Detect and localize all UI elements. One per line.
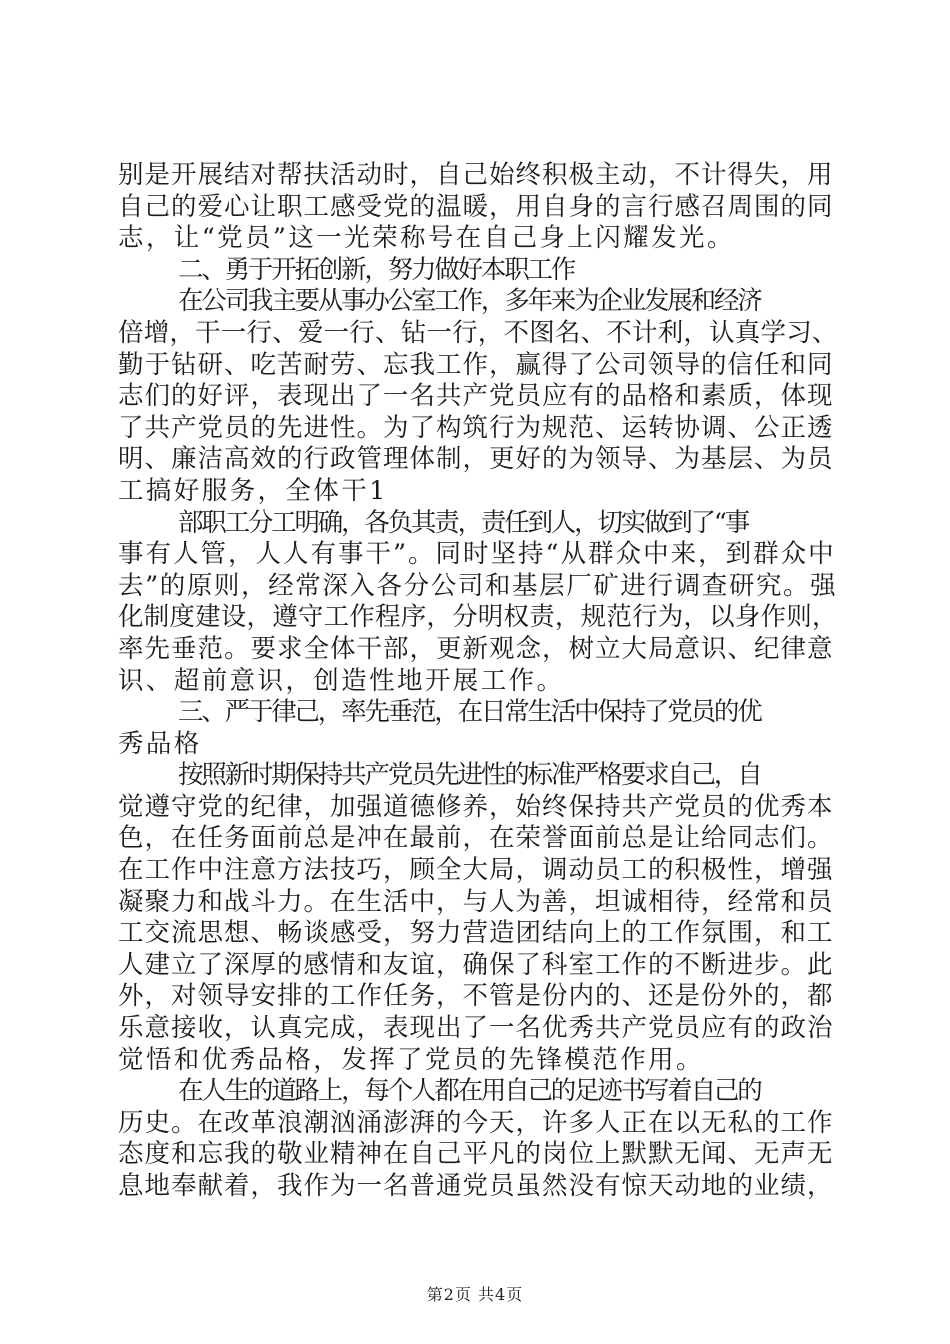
text-line: 化制度建设，遵守工作程序，分明权责，规范行为，以身作则， [118, 602, 838, 633]
text-line: 在人生的道路上，每个人都在用自己的足迹书写着自己的 [178, 1076, 761, 1107]
text-line: 按照新时期保持共产党员先进性的标准严格要求自己，自 [178, 760, 761, 791]
text-line: 明、廉洁高效的行政管理体制，更好的为领导、为基层、为员 [118, 444, 834, 475]
text-line: 凝聚力和战斗力。在生活中，与人为善，坦诚相待，经常和员 [118, 886, 834, 917]
text-line: 色，在任务面前总是冲在最前，在荣誉面前总是让给同志们。 [118, 823, 834, 854]
text-line: 率先垂范。要求全体干部，更新观念，树立大局意识、纪律意 [118, 633, 834, 664]
page-footer: 第2页 共4页 [426, 1285, 524, 1304]
text-line: 志，让“党员”这一光荣称号在自己身上闪耀发光。 [118, 223, 735, 254]
text-line: 了共产党员的先进性。为了构筑行为规范、运转协调、公正透 [118, 412, 834, 443]
text-line: 二、勇于开拓创新，努力做好本职工作 [178, 254, 575, 285]
text-line: 别是开展结对帮扶活动时，自己始终积极主动，不计得失，用 [118, 160, 834, 190]
text-line: 人建立了深厚的感情和友谊，确保了科室工作的不断进步。此 [118, 949, 834, 980]
text-line: 自己的爱心让职工感受党的温暖，用自身的言行感召周围的同 [118, 191, 834, 222]
text-line: 部职工分工明确，各负其责，责任到人，切实做到了“事 [178, 507, 749, 538]
text-line: 去”的原则，经常深入各分公司和基层厂矿进行调查研究。强 [118, 570, 838, 601]
text-line: 识、超前意识，创造性地开展工作。 [118, 665, 565, 696]
text-line: 历史。在改革浪潮汹涌澎湃的今天，许多人正在以无私的工作 [118, 1107, 834, 1138]
text-line: 三、严于律己，率先垂范，在日常生活中保持了党员的优 [178, 697, 761, 728]
text-line: 在工作中注意方法技巧，顾全大局，调动员工的积极性，增强 [118, 855, 834, 886]
text-line: 乐意接收，认真完成，表现出了一名优秀共产党员应有的政治 [118, 1013, 834, 1044]
text-line: 态度和忘我的敬业精神在自己平凡的岗位上默默无闻、无声无 [118, 1139, 834, 1170]
text-line: 事有人管，人人有事干”。同时坚持“从群众中来，到群众中 [118, 539, 836, 570]
text-line: 勤于钻研、吃苦耐劳、忘我工作，赢得了公司领导的信任和同 [118, 349, 834, 380]
text-line: 在公司我主要从事办公室工作，多年来为企业发展和经济 [178, 286, 761, 317]
document-body [118, 160, 838, 1203]
text-line: 工搞好服务，全体干1 [118, 475, 388, 506]
text-line: 息地奉献着，我作为一名普通党员虽然没有惊天动地的业绩， [118, 1171, 834, 1201]
text-line: 外，对领导安排的工作任务，不管是份内的、还是份外的，都 [118, 981, 834, 1012]
text-line: 觉遵守党的纪律，加强道德修养，始终保持共产党员的优秀本 [118, 791, 834, 822]
text-line: 倍增，干一行、爱一行、钻一行，不图名、不计利，认真学习、 [118, 317, 838, 348]
text-line: 志们的好评，表现出了一名共产党员应有的品格和素质，体现 [118, 381, 834, 412]
text-line: 秀品格 [118, 728, 202, 759]
text-line: 工交流思想、畅谈感受，努力营造团结向上的工作氛围，和工 [118, 918, 834, 949]
text-line: 觉悟和优秀品格，发挥了党员的先锋模范作用。 [118, 1044, 704, 1075]
